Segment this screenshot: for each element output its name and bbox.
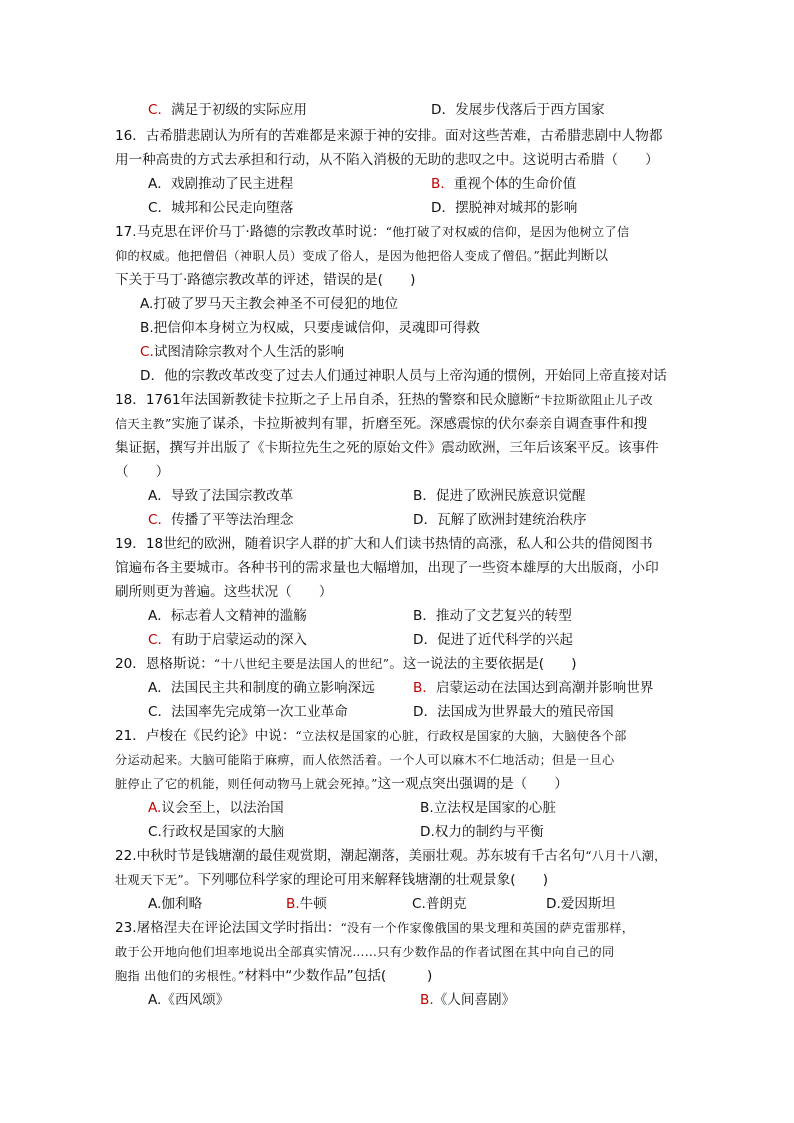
q20-options-ab — [148, 676, 693, 700]
q21-options-ab — [148, 796, 693, 820]
q16-option-c[interactable]: C．城邦和公民走向堕落 — [148, 200, 294, 216]
q17-stem-line3: 下关于马丁·路德宗教改革的评述，错误的是( ) — [115, 272, 416, 288]
q16-options-cd — [148, 196, 693, 220]
q19-option-b[interactable]: B．推动了文艺复兴的转型 — [413, 608, 572, 624]
q18-option-c[interactable]: C．传播了平等法治理念 — [148, 512, 294, 528]
q23-option-b[interactable]: B.《人间喜剧》 — [420, 992, 516, 1008]
q23-stem-line1: 23.屠格涅夫在评论法国文学时指出：“没有一个作家像俄国的果戈理和英国的萨克雷那样， — [115, 920, 635, 936]
q23-stem-line2: 敢于公开地向他们坦率地说出全部真实情况……只有少数作品的作者试图在其中向自己的同 — [115, 945, 615, 959]
q15-option-c[interactable]: C．满足于初级的实际应用 — [148, 102, 308, 118]
q18-option-b[interactable]: B．促进了欧洲民族意识觉醒 — [413, 488, 586, 504]
q21-option-d[interactable]: D.权力的制约与平衡 — [420, 824, 544, 840]
q16-stem-line2: 用一种高贵的方式去承担和行动，从不陷入消极的无助的悲叹之中。这说明古希腊（ ） — [115, 152, 659, 168]
q18-stem-line3: 集证据，撰写并出版了《卡斯拉先生之死的原始文件》震动欧洲，三年后该案平反。该事件 — [115, 440, 659, 456]
q18-stem-line2: 信天主教”实施了谋杀，卡拉斯被判有罪，折磨至死。深感震惊的伏尔泰亲自调查事件和搜 — [115, 416, 648, 432]
q16-option-d[interactable]: D．摆脱神对城邦的影响 — [431, 200, 578, 216]
q17-stem-line2: 仰的权威。他把僧侣（神职人员）变成了俗人，是因为他把俗人变成了僧侣。”据此判断以 — [115, 248, 608, 264]
q15-options-cd — [148, 98, 693, 122]
q22-stem-line1: 22.中秋时节是钱塘潮的最佳观赏期，潮起潮落，美丽壮观。苏东坡有千古名句“八月十八潮， — [115, 848, 667, 864]
q20-option-a[interactable]: A．法国民主共和制度的确立影响深远 — [148, 680, 375, 696]
q20-option-d[interactable]: D．法国成为世界最大的殖民帝国 — [413, 704, 614, 720]
q19-stem-line1: 19．18世纪的欧洲，随着识字人群的扩大和人们读书热情的高涨，私人和公共的借阅图书 — [115, 536, 653, 552]
q15-option-d[interactable]: D．发展步伐落后于西方国家 — [431, 102, 605, 118]
q16-option-b[interactable]: B．重视个体的生命价值 — [431, 176, 577, 192]
q19-stem-line3: 刷所则更为普遍。这些状况（ ） — [115, 584, 333, 600]
q16-stem-line1: 16．古希腊悲剧认为所有的苦难都是来源于神的安排。面对这些苦难，古希腊悲剧中人物都 — [115, 128, 663, 144]
q19-options-cd — [148, 628, 693, 652]
q19-option-a[interactable]: A．标志着人文精神的滥觞 — [148, 608, 307, 624]
q19-stem-line2: 馆遍布各主要城市。各种书刊的需求量也大幅增加，出现了一些资本雄厚的大出版商，小印 — [115, 560, 659, 576]
q17-option-b[interactable]: B.把信仰本身树立为权威，只要虔诚信仰，灵魂即可得救 — [140, 320, 480, 336]
q17-option-c[interactable]: C.试图清除宗教对个人生活的影响 — [140, 344, 345, 360]
q22-option-a[interactable]: A.伽利略 — [148, 896, 203, 912]
q21-stem-line2: 分运动起来。大脑可能陷于麻痹，而人依然活着。一个人可以麻木不仁地活动；但是一旦心 — [115, 753, 615, 767]
q19-option-c[interactable]: C．有助于启蒙运动的深入 — [148, 632, 308, 648]
q22-option-b[interactable]: B.牛顿 — [286, 896, 327, 912]
q16-option-a[interactable]: A．戏剧推动了民主进程 — [148, 176, 294, 192]
q20-options-cd — [148, 700, 693, 724]
q21-option-c[interactable]: C.行政权是国家的大脑 — [148, 824, 285, 840]
q18-option-a[interactable]: A．导致了法国宗教改革 — [148, 488, 294, 504]
q18-options-cd — [148, 508, 693, 532]
q17-stem-line1: 17.马克思在评价马丁·路德的宗教改革时说：“他打破了对权威的信仰，是因为他树立了信 — [115, 224, 630, 240]
q19-options-ab — [148, 604, 693, 628]
q19-option-d[interactable]: D．促进了近代科学的兴起 — [413, 632, 573, 648]
q23-stem-line3: 胞指 出他们的劣根性。”材料中“少数作品”包括( ) — [115, 968, 433, 984]
q20-option-b[interactable]: B．启蒙运动在法国达到高潮并影响世界 — [413, 680, 654, 696]
q21-option-a[interactable]: A.议会至上，以法治国 — [148, 800, 284, 816]
q21-options-cd — [148, 820, 693, 844]
q22-option-c[interactable]: C.普朗克 — [412, 896, 467, 912]
q23-option-a[interactable]: A.《西风颂》 — [148, 992, 230, 1008]
q16-options-ab — [148, 172, 693, 196]
q20-stem-line1: 20．恩格斯说：“十八世纪主要是法国人的世纪”。这一说法的主要依据是( ) — [115, 656, 577, 672]
q22-stem-line2: 壮观天下无”。下列哪位科学家的理论可用来解释钱塘潮的壮观景象( ) — [115, 872, 549, 888]
q22-option-d[interactable]: D.爱因斯坦 — [546, 896, 616, 912]
q18-option-d[interactable]: D．瓦解了欧洲封建统治秩序 — [413, 512, 587, 528]
q23-options-ab — [148, 988, 693, 1012]
q21-option-b[interactable]: B.立法权是国家的心脏 — [420, 800, 556, 816]
q18-stem-line1: 18．1761年法国新教徒卡拉斯之子上吊自杀，狂热的警察和民众臆断“卡拉斯欲阻止儿子改 — [115, 392, 653, 408]
q21-stem-line1: 21．卢梭在《民约论》中说：“立法权是国家的心脏，行政权是国家的大脑，大脑使各个部 — [115, 728, 627, 744]
q18-stem-line4: （ ） — [115, 464, 170, 480]
q17-option-d[interactable]: D．他的宗教改革改变了过去人们通过神职人员与上帝沟通的惯例，开始同上帝直接对话 — [140, 368, 668, 384]
q18-options-ab — [148, 484, 693, 508]
q17-option-a[interactable]: A.打破了罗马天主教会神圣不可侵犯的地位 — [140, 296, 399, 312]
q22-options — [148, 892, 693, 916]
q21-stem-line3: 脏停止了它的机能，则任何动物马上就会死掉。”这一观点突出强调的是（ ） — [115, 776, 568, 792]
q20-option-c[interactable]: C．法国率先完成第一次工业革命 — [148, 704, 348, 720]
